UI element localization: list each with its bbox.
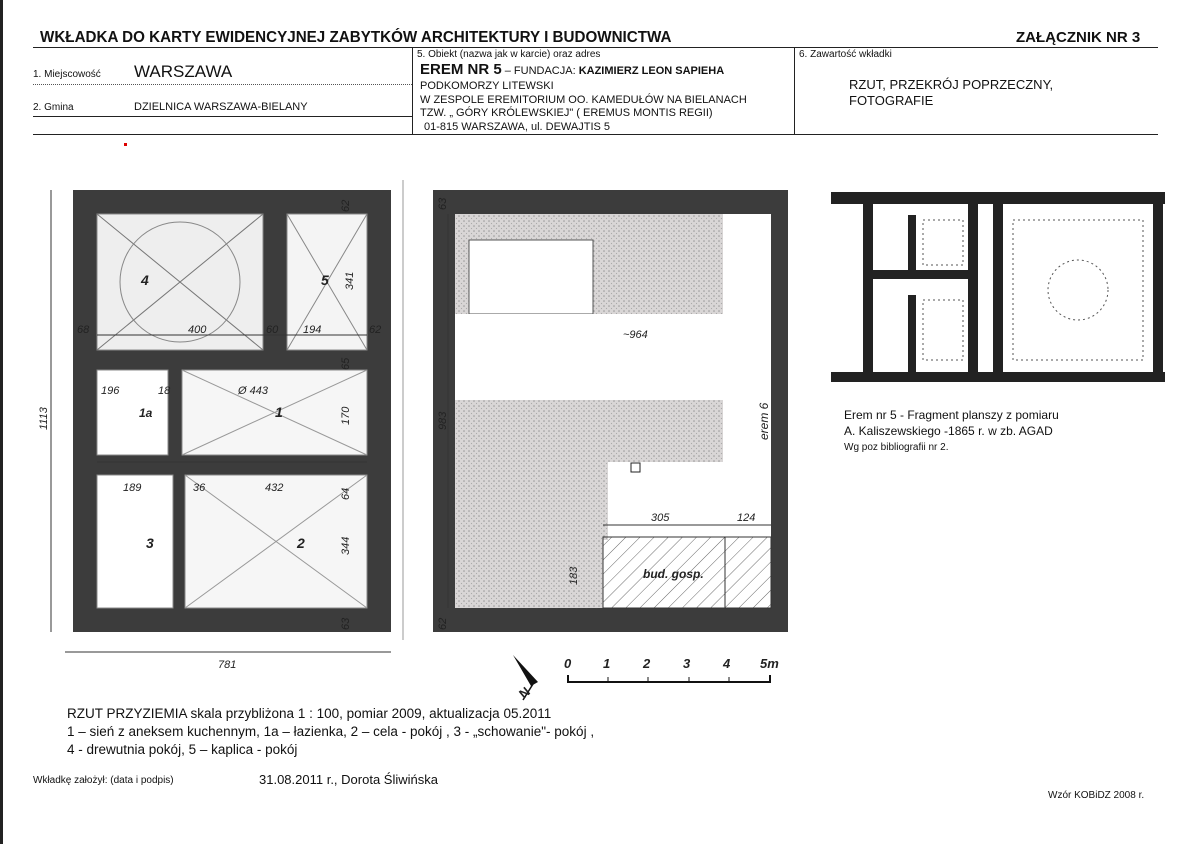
dim-label: 189 bbox=[123, 482, 142, 494]
author-label: Wkładkę założył: (data i podpis) bbox=[33, 775, 174, 786]
field-5-line: 01-815 WARSZAWA, ul. DEWAJTIS 5 bbox=[424, 121, 611, 133]
dim-label: 170 bbox=[340, 406, 352, 425]
scale-tick: 2 bbox=[643, 656, 651, 671]
plan-title: RZUT PRZYZIEMIA bbox=[67, 706, 187, 721]
scale-tick: 1 bbox=[603, 656, 611, 671]
fragment-caption-line: A. Kaliszewskiego -1865 r. w zb. AGAD bbox=[844, 424, 1053, 438]
room-label-5: 5 bbox=[321, 272, 329, 288]
field-5-line: PODKOMORZY LITEWSKI bbox=[420, 80, 554, 92]
dim-label: 63 bbox=[437, 197, 449, 210]
field-2-value: DZIELNICA WARSZAWA-BIELANY bbox=[134, 101, 308, 113]
dim-label: 196 bbox=[101, 385, 120, 397]
author-value: 31.08.2011 r., Dorota Śliwińska bbox=[259, 772, 438, 787]
template-version: Wzór KOBiDZ 2008 r. bbox=[1048, 790, 1145, 801]
field-5-label: 5. Obiekt (nazwa jak w karcie) oraz adres bbox=[417, 49, 601, 60]
scale-tick: 5m bbox=[760, 656, 779, 671]
scale-tick: 4 bbox=[723, 656, 731, 671]
dim-label: ~964 bbox=[623, 329, 648, 341]
room-label-1: 1 bbox=[275, 404, 283, 420]
plan-scale-info: skala przybliżona 1 : 100, pomiar 2009, aktualizacja 05.2011 bbox=[186, 706, 552, 721]
room-1a bbox=[97, 370, 168, 455]
dim-label: 183 bbox=[568, 566, 580, 585]
scale-bar bbox=[564, 656, 779, 682]
dim-label: 341 bbox=[344, 271, 356, 290]
room-legend-line: 1 – sień z aneksem kuchennym, 1a – łazienka, 2 – cela - pokój , 3 - „schowanie"- pokój , bbox=[67, 724, 595, 739]
dim-label: 400 bbox=[188, 324, 207, 336]
plan-caption-title bbox=[67, 706, 551, 721]
dim-label: 62 bbox=[340, 199, 352, 212]
attachment-label: ZAŁĄCZNIK NR 3 bbox=[1016, 29, 1141, 46]
document-title: WKŁADKA DO KARTY EWIDENCYJNEJ ZABYTKÓW ARCHITEKTURY I BUDOWNICTWA bbox=[40, 29, 672, 46]
room-3 bbox=[97, 475, 173, 608]
scale-tick: 3 bbox=[683, 656, 691, 671]
dim-label: 432 bbox=[265, 482, 284, 494]
fragment-caption-line: Erem nr 5 - Fragment planszy z pomiaru bbox=[844, 408, 1059, 422]
dim-label: 68 bbox=[77, 324, 90, 336]
dim-label: 983 bbox=[437, 411, 449, 430]
field-6-line: RZUT, PRZEKRÓJ POPRZECZNY, bbox=[849, 77, 1054, 92]
north-label: N bbox=[516, 683, 533, 702]
object-name: EREM NR 5 bbox=[420, 61, 502, 78]
neighbor-erem-label: erem 6 bbox=[757, 402, 771, 440]
founder-name: KAZIMIERZ LEON SAPIEHA bbox=[578, 65, 725, 77]
dim-label: 64 bbox=[340, 487, 352, 500]
field-1-value: WARSZAWA bbox=[134, 62, 233, 81]
room-label-1a: 1a bbox=[139, 406, 153, 420]
dim-label: 194 bbox=[303, 324, 322, 336]
dim-label: 36 bbox=[193, 482, 206, 494]
dim-label: 62 bbox=[437, 617, 449, 630]
dim-label: 124 bbox=[737, 512, 756, 524]
outbuilding-label: bud. gosp. bbox=[643, 567, 704, 581]
dim-label: Ø 443 bbox=[238, 385, 268, 397]
room-label-3: 3 bbox=[146, 535, 154, 551]
historical-plan-fragment bbox=[831, 188, 1165, 388]
room-label-2: 2 bbox=[297, 535, 305, 551]
room-label-4: 4 bbox=[141, 272, 149, 288]
field-6-line: FOTOGRAFIE bbox=[849, 93, 934, 108]
field-2-label: 2. Gmina bbox=[33, 102, 74, 113]
room-legend-line: 4 - drewutnia pokój, 5 – kaplica - pokój bbox=[67, 742, 298, 757]
fund-prefix: – FUNDACJA: bbox=[501, 65, 579, 77]
garden-bed bbox=[469, 240, 593, 314]
dim-label: 63 bbox=[340, 617, 352, 630]
field-5-line: W ZESPOLE EREMITORIUM OO. KAMEDUŁÓW NA BIELANACH bbox=[420, 94, 747, 106]
dim-label: 65 bbox=[340, 357, 352, 370]
dim-label: 62 bbox=[369, 324, 382, 336]
fragment-source: Wg poz bibliografii nr 2. bbox=[844, 442, 949, 453]
dim-label: 305 bbox=[651, 512, 670, 524]
field-5-line: TZW. „ GÓRY KRÓLEWSKIEJ" ( EREMUS MONTIS REGII) bbox=[420, 107, 713, 119]
dim-label: 18 bbox=[158, 385, 171, 397]
dim-label: 1113 bbox=[38, 407, 50, 430]
scale-tick: 0 bbox=[564, 656, 572, 671]
dim-label: 344 bbox=[340, 536, 352, 555]
field-1-label: 1. Miejscowość bbox=[33, 69, 101, 80]
dim-label: 60 bbox=[266, 324, 279, 336]
field-6-label: 6. Zawartość wkładki bbox=[799, 49, 892, 60]
dim-label: 781 bbox=[218, 659, 237, 671]
north-arrow-icon bbox=[513, 655, 538, 701]
